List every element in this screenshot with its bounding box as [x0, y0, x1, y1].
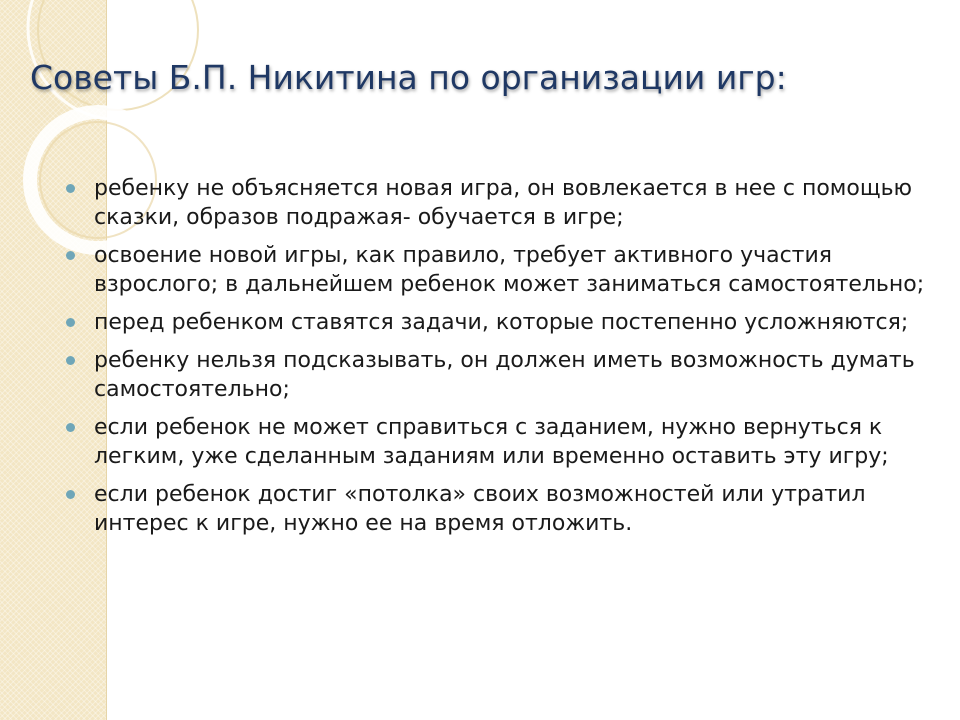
bullet-text: если ребенок не может справиться с заданием, нужно вернуться к легким, уже сделанным заданиям или временно оставить эту игру; — [94, 415, 889, 469]
bullet-dot-icon — [66, 423, 75, 432]
bullet-text: освоение новой игры, как правило, требует активного участия взрослого; в дальнейшем ребенок может заниматься самостоятельно; — [94, 243, 925, 297]
slide-title: Советы Б.П. Никитина по организации игр: — [30, 58, 787, 97]
bullet-item — [64, 346, 950, 404]
bullet-item — [64, 241, 950, 299]
bullet-item — [64, 174, 950, 232]
bullet-item — [64, 308, 950, 337]
bullet-dot-icon — [66, 184, 75, 193]
bullet-text: если ребенок достиг «потолка» своих возможностей или утратил интерес к игре, нужно ее на время отложить. — [94, 482, 866, 536]
bullet-dot-icon — [66, 251, 75, 260]
bullet-dot-icon — [66, 356, 75, 365]
bullet-dot-icon — [66, 318, 75, 327]
bullet-list — [64, 174, 950, 547]
bullet-text: ребенку нельзя подсказывать, он должен иметь возможность думать самостоятельно; — [94, 348, 915, 402]
bullet-text: перед ребенком ставятся задачи, которые постепенно усложняются; — [94, 310, 909, 335]
bullet-item — [64, 413, 950, 471]
bullet-text: ребенку не объясняется новая игра, он вовлекается в нее с помощью сказки, образов подражая- обучается в игре; — [94, 176, 913, 230]
bullet-dot-icon — [66, 490, 75, 499]
bullet-item — [64, 480, 950, 538]
